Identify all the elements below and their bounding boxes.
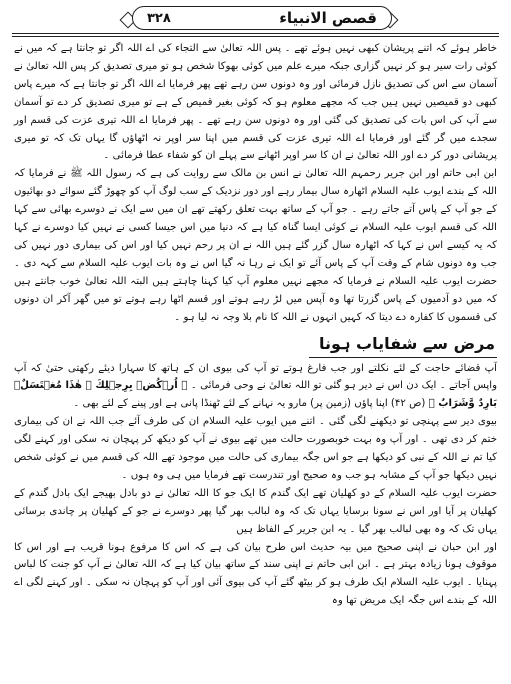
header-frame [132, 6, 392, 30]
paragraph [14, 360, 497, 414]
header-rule [12, 33, 499, 34]
quran-verse: ﴿ اُرۡكُضۡ بِرِجۡلِكَ ۚ هٰذَا مُغۡتَسَلٌۢ بَارِدٌ وَّشَرَابٌ ﴾ [14, 380, 497, 410]
paragraph: حضرت ایوب علیہ السلام کے دو کھلیان تھے ایک گندم کا ایک جو کا اللہ تعالیٰ نے دو بادل بھیجے ایک بادل گندم کے کھلیان پر آیا اور اس نے سونا برسایا یہاں تک کہ وہ لبالب بھر گیا پھر دوسرے نے جو کے کھلیان پر چاندی برسائی یہاں تک کہ وہ بھی لبالب بھر گیا ۔ یہ ابن جریر کے الفاظ ہیں [14, 487, 497, 535]
page-body [14, 40, 497, 610]
paragraph-text: آپ قضائے حاجت کے لئے نکلتے اور جب فارغ ہوتے تو آپ کی بیوی ان کے ہاتھ کا سہارا دیئے رکھتی حتیٰ کہ آپ واپس آجاتے ۔ ایک دن اس نے دیر ہو گئی تو اللہ تعالیٰ نے وحی فرمائی ۔ [14, 362, 497, 392]
running-title: قصص الانبیاء [279, 9, 377, 27]
paragraph: بیوی دیر سے پہنچی تو دیکھنے لگی گئی ۔ اتنے میں ایوب علیہ السلام ان کی طرف آئے جب اللہ نے ان کی بیماری ختم کر دی تھی ۔ اور آپ وہ بہت خوبصورت حالت میں تھے بیوی نے آپ کو دیکھ کر پہچان نہ سکی اور کہنے لگی کیا تم نے اللہ کے نبی کو دیکھا ہے جو اس جگہ بیماری کی حالت میں موجود تھے اللہ کی قسم میں نے کوئی شخص نہیں دیکھا جو آپ کے مشابہ ہو جب وہ صحیح اور تندرست تھے فرمایا میں ہی وہ ہوں ۔ [14, 416, 497, 481]
section-heading: مرض سے شفایاب ہونا [309, 331, 497, 358]
paragraph: خاطر ہوئے کہ اتنے پریشان کبھی نہیں ہوئے تھے ۔ پس اللہ تعالیٰ سے التجاء کی اے اللہ اگر تو جانتا ہے کہ میں نے کوئی رات سیر ہو کر نہیں گزاری جبکہ میرے علم میں کوئی بھوکا شخص ہو تو میری تصدیق کر پس اللہ تعالیٰ نے آسمان سے اس کی تصدیق نازل فرمائی اور وہ دونوں سن رہے تھے پھر فرمایا اے اللہ اگر تو جانتا ہے کہ میرے پاس کبھی دو قمیصیں نہیں ہیں جب کہ مجھے معلوم ہو کہ کوئی بغیر قمیص کے ہے تو میری تصدیق کر دے تو آسمان سے آپ کی اس بات کی تصدیق کی گئی اور وہ دونوں سن رہے تھے ۔ پھر فرمایا اے اللہ تیری عزت کی قسم اور سجدے میں گر گئے اور فرمایا اے اللہ تیری عزت کی قسم میں اپنا سر اوپر نہ اٹھاؤں گا یہاں تک کہ تو میری پریشانی دور کر دے اور اللہ تعالیٰ نے ان کا سر اوپر اٹھانے سے پہلے ان کو شفاء عطا فرمائی ۔ [14, 43, 497, 162]
section-heading-wrap [14, 327, 497, 360]
paragraph: اور ابن حبان نے اپنی صحیح میں بیہ حدیث اس طرح بیان کی ہے کہ اس کا مرفوع ہونا قریب ہے اور اس کا موقوف ہونا زیادہ بہتر ہے ۔ ابن ابی حاتم نے اپنی سند کے ساتھ بیان کیا ہے کہ اللہ تعالیٰ نے آپ کو جنت کا لباس پہنایا ۔ ایوب علیہ السلام ایک طرف ہو کر بیٹھ گئے آپ کی بیوی آئی اور آپ کو پہچان نہ سکی ۔ اور کہنے لگی اے اللہ کے بندے اس جگہ ایک مریض تھا وہ [14, 541, 497, 607]
verse-translation: اپنا پاؤں (زمین پر) مارو یہ نہانے کے لئے ٹھنڈا پانی ہے اور پینے کے لئے بھی ۔ [73, 398, 388, 410]
paragraph: ابن ابی حاتم اور ابن جریر رحمہم اللہ تعالیٰ نے انس بن مالک سے روایت کی ہے کہ رسول اللہ ﷺ نے فرمایا کہ اللہ کے بندے ایوب علیہ السلام اٹھارہ سال بیمار رہے اور دور نزدیک کے سب لوگ آپ کو چھوڑ گئے سوائے دو بھائیوں کے جو آپ کے پاس آتے جاتے رہے ۔ جو آپ کے ساتھ بہت تعلق رکھتے تھے ان میں سے ایک نے دوسرے بھائی سے کہا اللہ کی قسم ایوب علیہ السلام نے کوئی ایسا گناہ کیا ہے کہ دنیا میں اس جیسا کسی نے نہیں کیا دوسرے نے کہا کہ یہ کیسے اس نے کہا کہ اٹھارہ سال گزر گئے ہیں اللہ نے ان پر رحم نہیں کیا اور اس کی بیماری دور نہیں کی جب وہ دونوں شام کے وقت آپ کے پاس آئے تو ایک نے رہا نہ گیا اس نے وہ بات ایوب علیہ السلام سے کہہ دی ۔ حضرت ایوب علیہ السلام نے فرمایا کہ مجھے نہیں معلوم آپ کیا کہنا چاہتے ہیں البتہ اللہ تعالیٰ خوب جانتے ہیں کہ میں دو آدمیوں کے پاس گزرتا تھا وہ آپس میں لڑ رہے ہوتے اور قسم اٹھا رہے ہوتے تو میں گھر آکر ان دونوں کی قسموں کا کفارہ دے دیتا کہ کہیں انہوں نے اللہ کا نام بلا وجہ نہ لیا ہو ۔ [14, 168, 497, 323]
page-number: ۳۲۸ [147, 10, 171, 26]
page-header [12, 6, 499, 36]
verse-reference: (ص ۴۲) [390, 398, 426, 410]
header-rule-double [12, 36, 499, 37]
